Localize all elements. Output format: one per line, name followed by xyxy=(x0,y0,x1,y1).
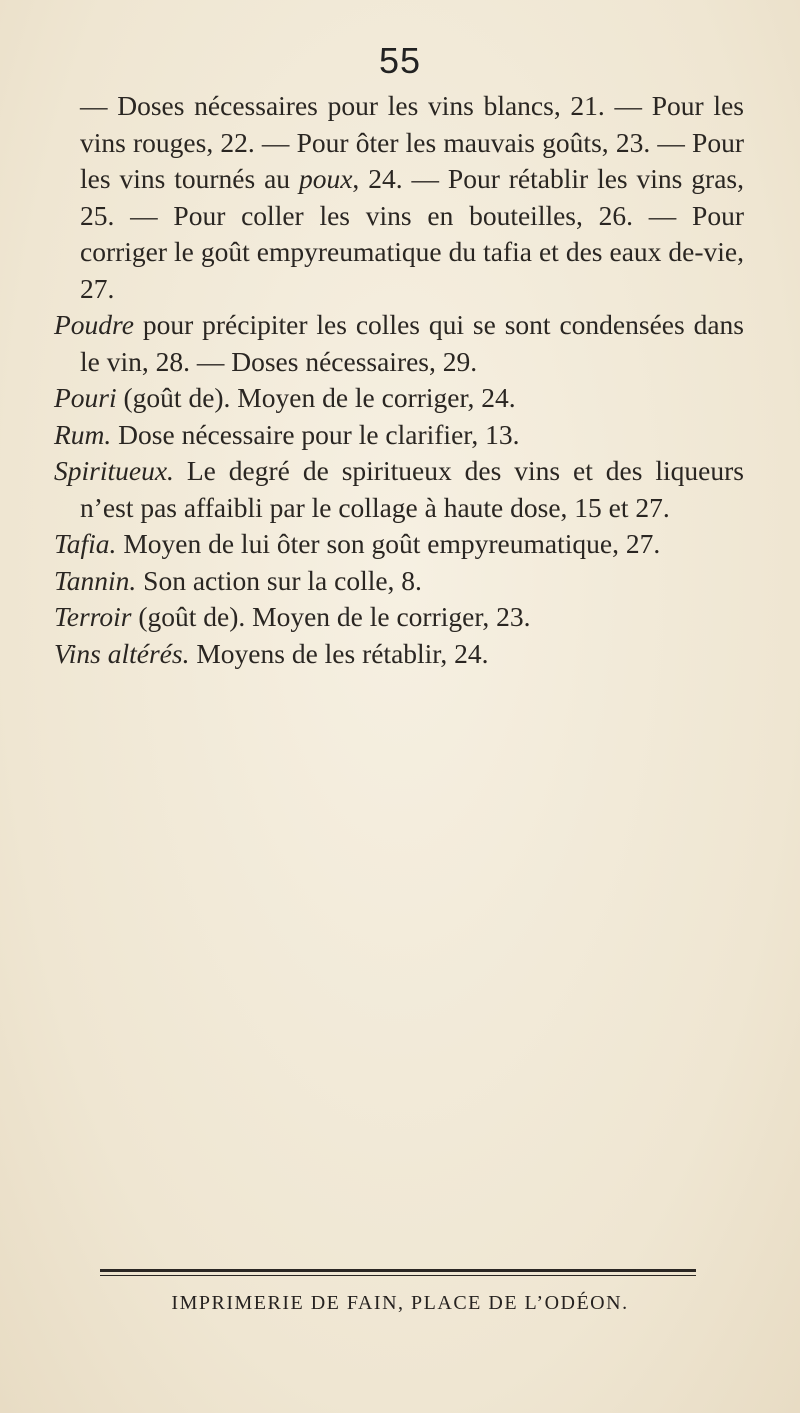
footer-double-rule xyxy=(100,1269,696,1276)
rule-thin xyxy=(100,1275,696,1276)
entry-term: Rum. xyxy=(54,418,112,450)
entry-text: Moyen de lui ôter son goût empyreumatique, 27. xyxy=(116,528,661,559)
entry-text: (goût de). Moyen de le corriger, 23. xyxy=(131,601,531,632)
index-entry xyxy=(54,563,744,600)
index-entry xyxy=(54,526,744,563)
page-number: 55 xyxy=(378,40,422,81)
entry-term: Tannin. xyxy=(54,564,137,596)
entry-text: pour précipiter les colles qui se sont condensées dans le vin, 28. — Doses nécessaires, 29. xyxy=(80,309,744,377)
index-entry xyxy=(54,380,744,417)
index-entry-continuation xyxy=(54,88,744,307)
entry-text: Le degré de spiritueux des vins et des liqueurs n’est pas affaibli par le collage à haute dose, 15 et 27. xyxy=(80,455,744,523)
entry-text: Dose nécessaire pour le clarifier, 13. xyxy=(111,418,520,450)
rule-thick xyxy=(100,1269,696,1272)
entry-term: Tafia. xyxy=(54,528,117,559)
index-entry xyxy=(54,599,744,636)
index-entry xyxy=(54,453,744,526)
entry-term: Spiritueux. xyxy=(54,455,174,486)
entry-term: Poudre xyxy=(54,309,134,340)
entry-text: — Doses nécessaires pour les vins blancs, 21. — Pour les vins rouges, 22. — Pour ôter les mauvais goûts, 23. — Pour les vins tournés au xyxy=(80,90,744,194)
entry-term: Vins altérés. xyxy=(54,637,190,669)
entry-term: Pouri xyxy=(54,382,117,413)
index-entry xyxy=(54,417,744,454)
printer-imprint: IMPRIMERIE DE FAIN, PLACE DE L’ODÉON. xyxy=(171,1292,629,1314)
entry-term-inline: poux xyxy=(298,163,353,194)
index-text xyxy=(54,88,744,672)
entry-text: Moyens de les rétablir, 24. xyxy=(189,637,489,669)
entry-text: Son action sur la colle, 8. xyxy=(136,564,422,596)
entry-term: Terroir xyxy=(54,601,132,632)
entry-text: (goût de). Moyen de le corriger, 24. xyxy=(116,382,516,413)
index-entry xyxy=(54,307,744,380)
entry-text-after: , 24. — Pour rétablir les vins gras, 25. — Pour coller les vins en bouteilles, 26. — Pour corriger le goût empyreumatique du tafia et des eaux de-vie, 27. xyxy=(80,163,744,304)
index-entry xyxy=(54,636,744,673)
